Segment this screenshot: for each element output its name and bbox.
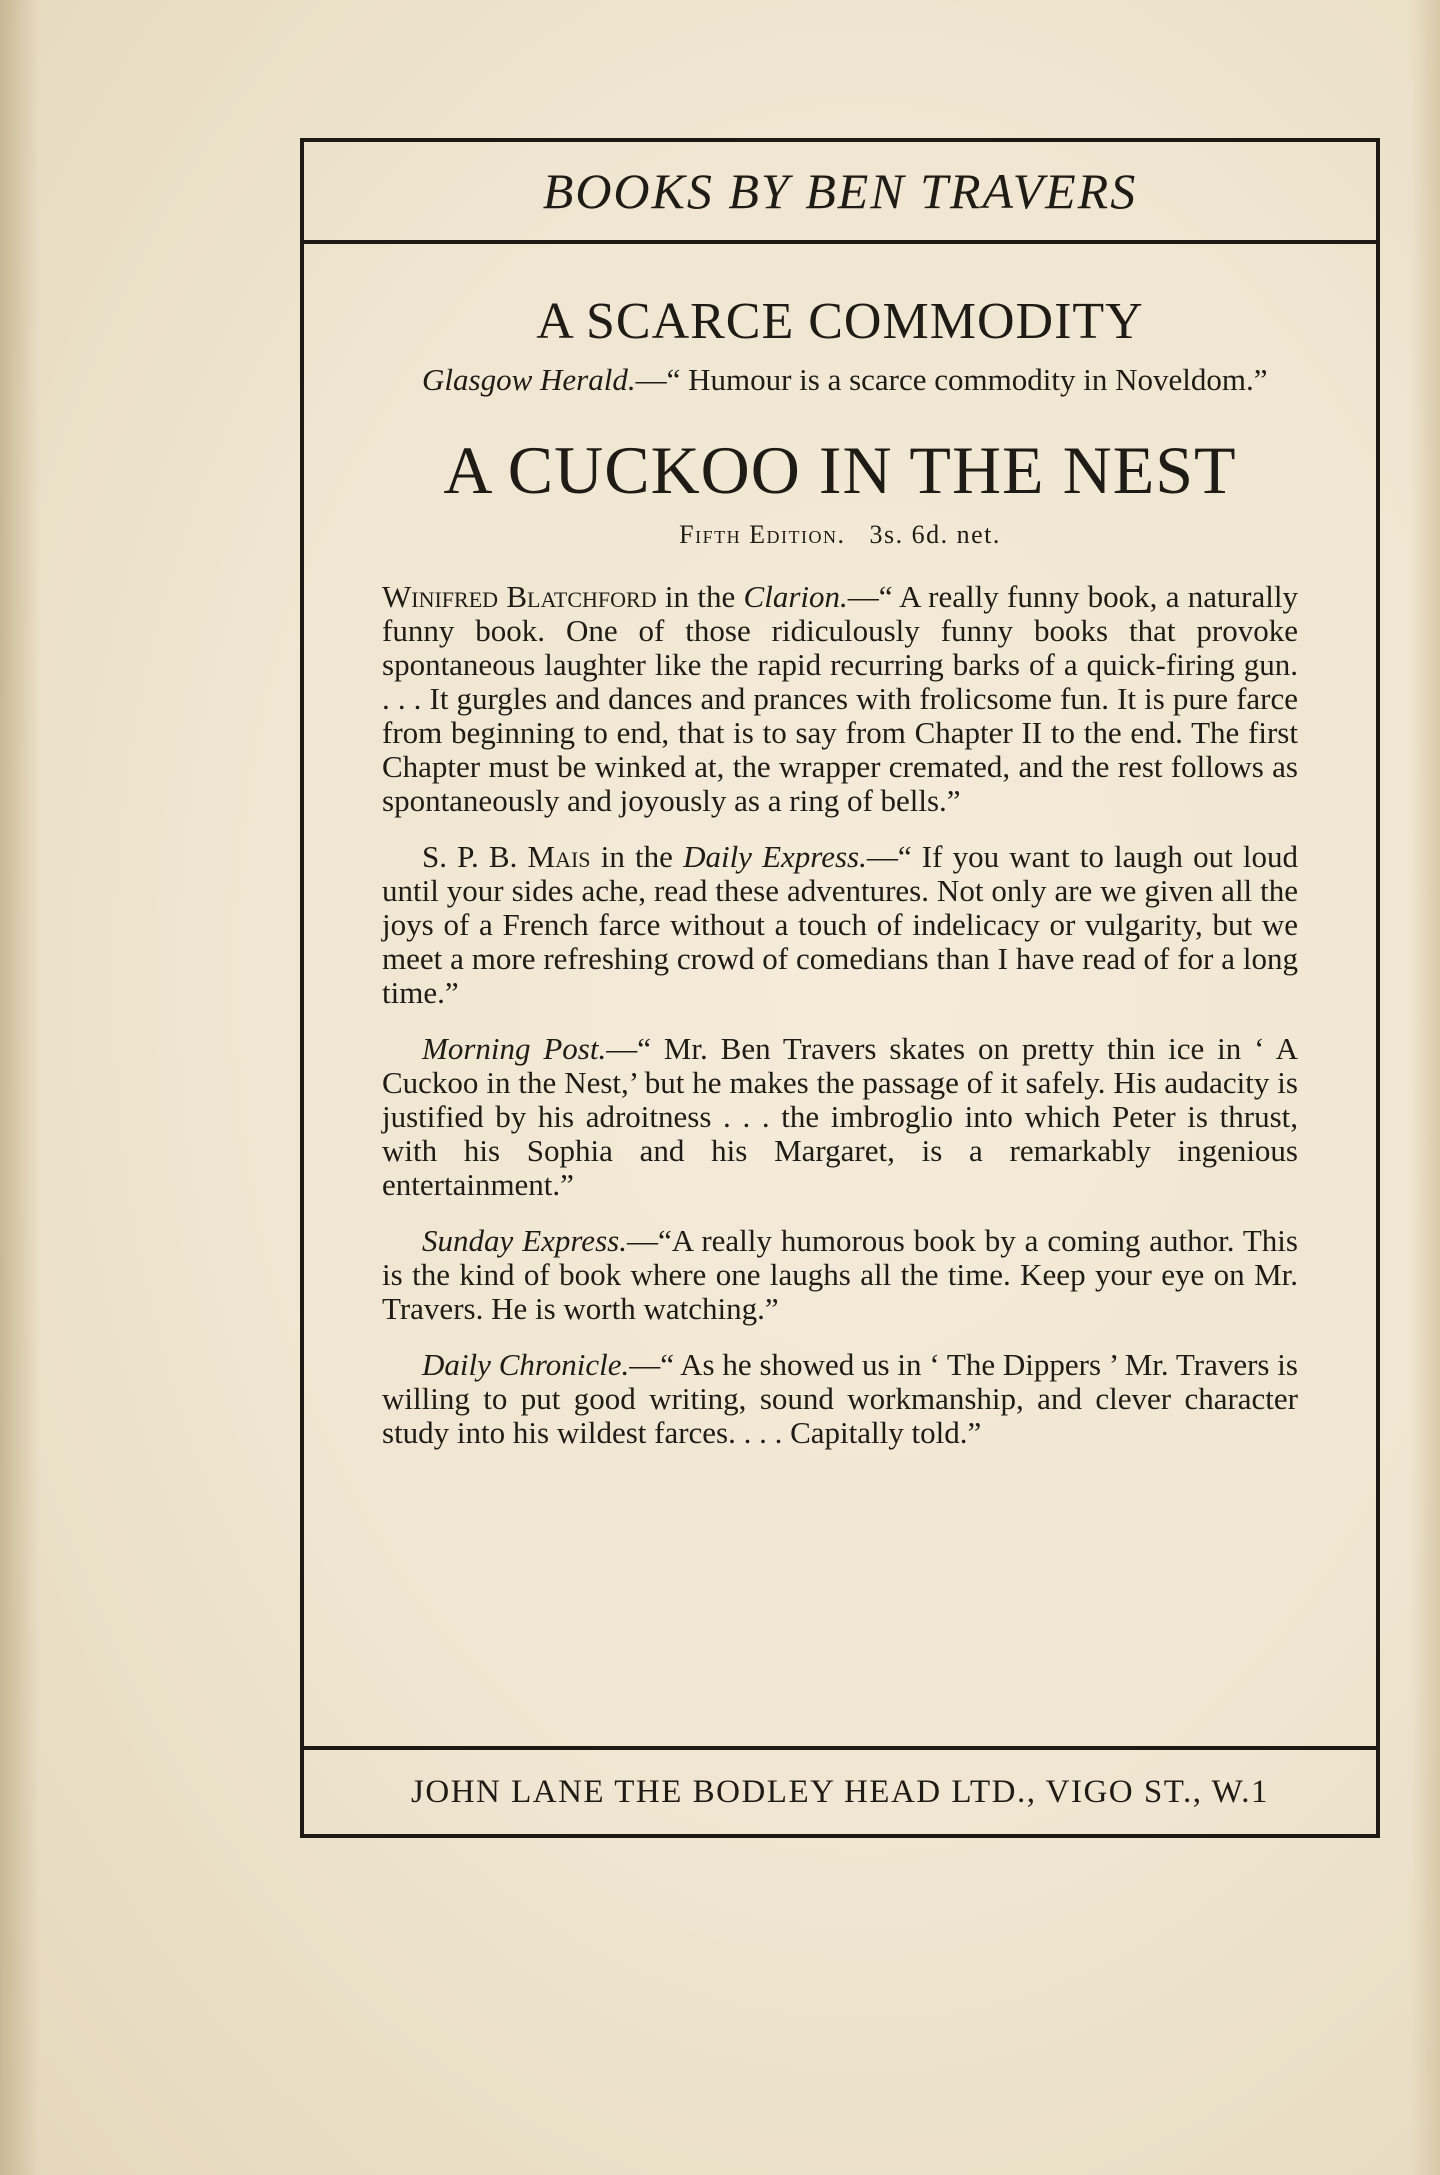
quote-glasgow-herald (382, 363, 1298, 397)
review-clarion (382, 580, 1298, 818)
review-source: Morning Post. (422, 1031, 607, 1066)
edition-line (382, 520, 1298, 550)
publisher-footer (304, 1746, 1376, 1834)
header-title: BOOKS BY BEN TRAVERS (542, 163, 1138, 219)
reviewer-name: Winifred Blatchford (382, 579, 657, 614)
review-text: —“ A really funny book, a naturally funny book. One of those ridiculously funny books that provoke spontaneous laughter like the rapid recurring barks of a quick-firing gun. . . . It gurgles and dances and prances with frolicsome fun. It is pure farce from beginning to end, that is to say from Chapter II to the end. The first Chapter must be winked at, the wrapper cremated, and the rest follows as spontaneously and joyously as a ring of bells.” (382, 579, 1298, 818)
reviewer-name: S. P. B. Mais (422, 839, 591, 874)
edition-label: Fifth Edition. (679, 520, 846, 549)
review-source: Daily Chronicle. (422, 1347, 630, 1382)
price-label: 3s. 6d. net. (869, 520, 1001, 549)
review-daily-chronicle (382, 1348, 1298, 1450)
review-text: —“ If you want to laugh out loud until your sides ache, read these adventures. Not only are we given all the joys of a French farce without a touch of indelicacy or vulgarity, but we meet a more refreshing crowd of comedians than I have read of for a long time.” (382, 839, 1298, 1010)
page-edge-shadow (1410, 0, 1440, 2175)
quote-source: Glasgow Herald. (422, 362, 636, 397)
publisher-text: JOHN LANE THE BODLEY HEAD LTD., VIGO ST., W.1 (411, 1773, 1269, 1810)
frame-header (304, 142, 1376, 244)
review-daily-express (382, 840, 1298, 1010)
review-text: —“A really humorous book by a coming author. This is the kind of book where one laughs all the time. Keep your eye on Mr. Travers. He is worth watching.” (382, 1223, 1298, 1326)
reviewer-connector: in the (590, 839, 684, 874)
book-title: A CUCKOO IN THE NEST (443, 432, 1237, 508)
reviewer-connector: in the (656, 579, 744, 614)
advertisement-frame (300, 138, 1380, 1838)
quote-text: —“ Humour is a scarce commodity in Noveldom.” (635, 362, 1268, 397)
frame-content (304, 292, 1376, 1450)
spine-shadow (0, 0, 40, 2175)
review-source: Daily Express. (683, 839, 867, 874)
review-morning-post (382, 1032, 1298, 1202)
review-sunday-express (382, 1224, 1298, 1326)
section-title-scarce-commodity: A SCARCE COMMODITY (536, 293, 1144, 350)
review-source: Clarion. (743, 579, 848, 614)
review-text: —“ As he showed us in ‘ The Dippers ’ Mr. Travers is willing to put good writing, sound workmanship, and clever character study into his wildest farces. . . . Capitally told.” (382, 1347, 1298, 1450)
review-source: Sunday Express. (422, 1223, 627, 1258)
review-text: —“ Mr. Ben Travers skates on pretty thin ice in ‘ A Cuckoo in the Nest,’ but he makes the passage of it safely. His audacity is justified by his adroitness . . . the imbroglio into which Peter is thrust, with his Sophia and his Margaret, is a remarkably ingenious entertainment.” (382, 1031, 1298, 1202)
